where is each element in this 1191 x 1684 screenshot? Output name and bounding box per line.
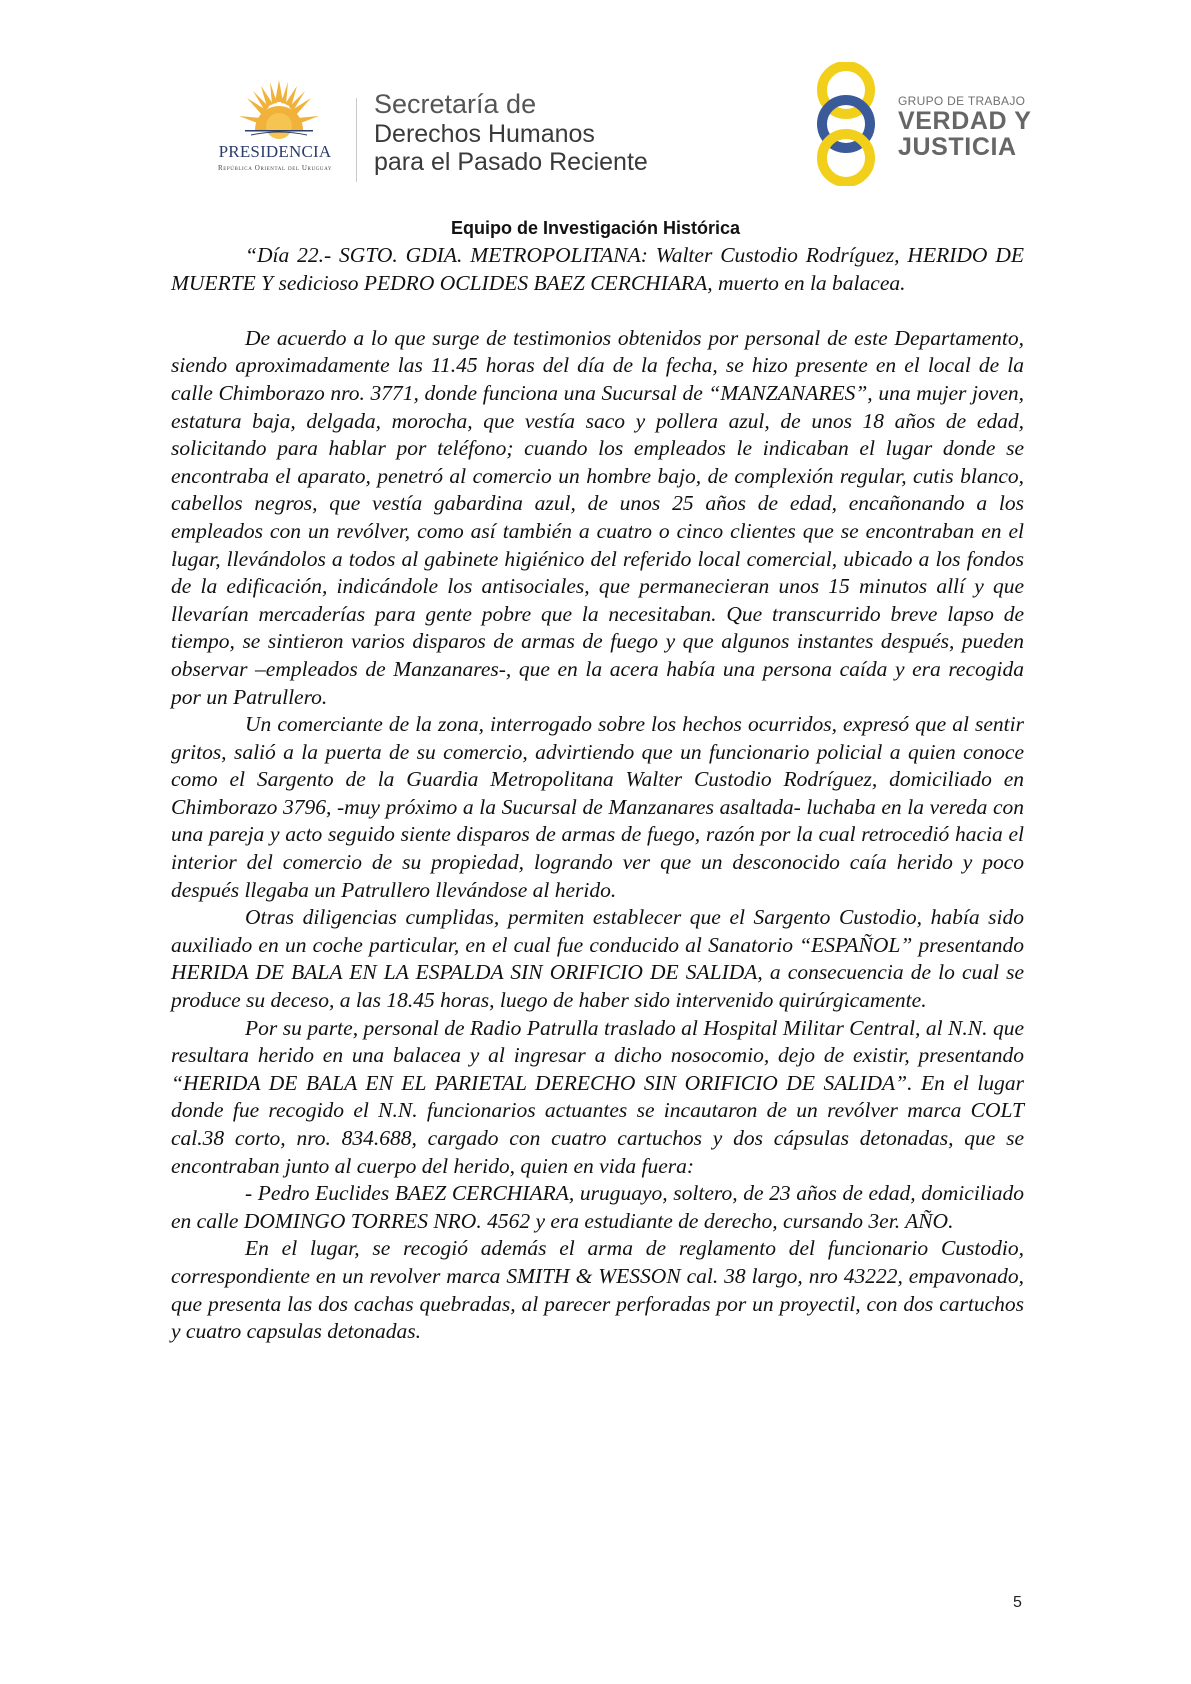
paragraph: Por su parte, personal de Radio Patrulla traslado al Hospital Militar Central, al N.N. que resultara herido en una balacea y al ingresar a dicho nosocomio, dejo de existir, presentando “HERIDA DE BALA EN EL PARIETAL DERECHO SIN ORIFICIO DE SALIDA”. En el lugar donde fue recogido el N.N. funcionarios actuantes se incautaron de un revólver marca COLT cal.38 corto, nro. 834.688, cargado con cuatro cartuchos y dos cápsulas detonadas, que se encontraban junto al cuerpo del herido, quien en vida fuera: (171, 1015, 1024, 1178)
sun-emblem-icon (239, 80, 319, 142)
paragraph: - Pedro Euclides BAEZ CERCHIARA, uruguayo, soltero, de 23 años de edad, domiciliado en calle DOMINGO TORRES NRO. 4562 y era estudiante de derecho, cursando 3er. AÑO. (171, 1181, 1024, 1233)
header-divider (356, 98, 357, 182)
secretaria-title (374, 88, 648, 176)
linked-rings-icon (810, 62, 882, 186)
paragraph: En el lugar, se recogió además el arma de reglamento del funcionario Custodio, correspondiente en un revolver marca SMITH & WESSON cal. 38 largo, nro 43222, empavonado, que presenta las dos cachas quebradas, al parecer perforadas por un proyectil, con dos cartuchos y cuatro capsulas detonadas. (171, 1236, 1024, 1344)
paragraph: Un comerciante de la zona, interrogado sobre los hechos ocurridos, expresó que al sentir gritos, salió a la puerta de su comercio, advirtiendo que un funcionario policial a quien conoce como el Sargento de la Guardia Metropolitana Walter Custodio Rodríguez, domiciliado en Chimborazo 3796, -muy próximo a la Sucursal de Manzanares asaltada- luchaba en la vereda con una pareja y acto seguido siente disparos de armas de fuego, razón por la cual retrocedió hacia el interior del comercio de su propiedad, logrando ver que un desconocido caía herido y poco después llegaba un Patrullero llevándose al herido. (171, 712, 1024, 902)
grupo-trabajo-line-3: JUSTICIA (898, 133, 1017, 161)
presidencia-subtitle: República Oriental del Uruguay (217, 164, 333, 172)
paragraph-heading: “Día 22.- SGTO. GDIA. METROPOLITANA: Walter Custodio Rodríguez, HERIDO DE MUERTE Y sedicioso PEDRO OCLIDES BAEZ CERCHIARA, muerto en la balacea. (171, 243, 1024, 295)
presidencia-logo (195, 80, 355, 178)
secretaria-line-3: para el Pasado Reciente (374, 148, 648, 176)
secretaria-line-2: Derechos Humanos (374, 120, 595, 148)
document-body (171, 242, 1024, 1346)
page-number: 5 (1013, 1594, 1022, 1611)
grupo-trabajo-text (898, 94, 1032, 160)
presidencia-name: PRESIDENCIA (218, 142, 332, 161)
secretaria-line-1: Secretaría de (374, 89, 537, 119)
grupo-trabajo-line-2: VERDAD Y (898, 107, 1032, 135)
paragraph: Otras diligencias cumplidas, permiten establecer que el Sargento Custodio, había sido auxiliado en un coche particular, en el cual fue conducido al Sanatorio “ESPAÑOL” presentando HERIDA DE BALA EN LA ESPALDA SIN ORIFICIO DE SALIDA, a consecuencia de lo cual se produce su deceso, a las 18.45 horas, luego de haber sido intervenido quirúrgicamente. (171, 905, 1024, 1013)
paragraph: De acuerdo a lo que surge de testimonios obtenidos por personal de este Departamento, siendo aproximadamente las 11.45 horas del día de la fecha, se hizo presente en el local de la calle Chimborazo nro. 3771, donde funciona una Sucursal de “MANZANARES”, una mujer joven, estatura baja, delgada, morocha, que vestía saco y pollera azul, de unos 18 años de edad, solicitando para hablar por teléfono; cuando los empleados le indicaban el lugar donde se encontraba el aparato, penetró al comercio un hombre bajo, de complexión regular, cutis blanco, cabellos negros, que vestía gabardina azul, de unos 25 años de edad, encañonando a los empleados con un revólver, como así también a cuatro o cinco clientes que se encontraban en el lugar, llevándolos a todos al gabinete higiénico del referido local comercial, ubicado a los fondos de la edificación, indicándole los antisociales, que permanecieran unos 15 minutos allí y que llevarían mercaderías para gente pobre que la necesitaban. Que transcurrido breve lapso de tiempo, se sintieron varios disparos de armas de fuego y que algunos instantes después, pueden observar –empleados de Manzanares-, que en la acera había una persona caída y era recogida por un Patrullero. (171, 325, 1024, 709)
grupo-trabajo-logo (810, 62, 1040, 192)
letterhead (0, 0, 1191, 215)
grupo-trabajo-line-1: GRUPO DE TRABAJO (898, 94, 1026, 108)
team-title: Equipo de Investigación Histórica (450, 218, 741, 238)
